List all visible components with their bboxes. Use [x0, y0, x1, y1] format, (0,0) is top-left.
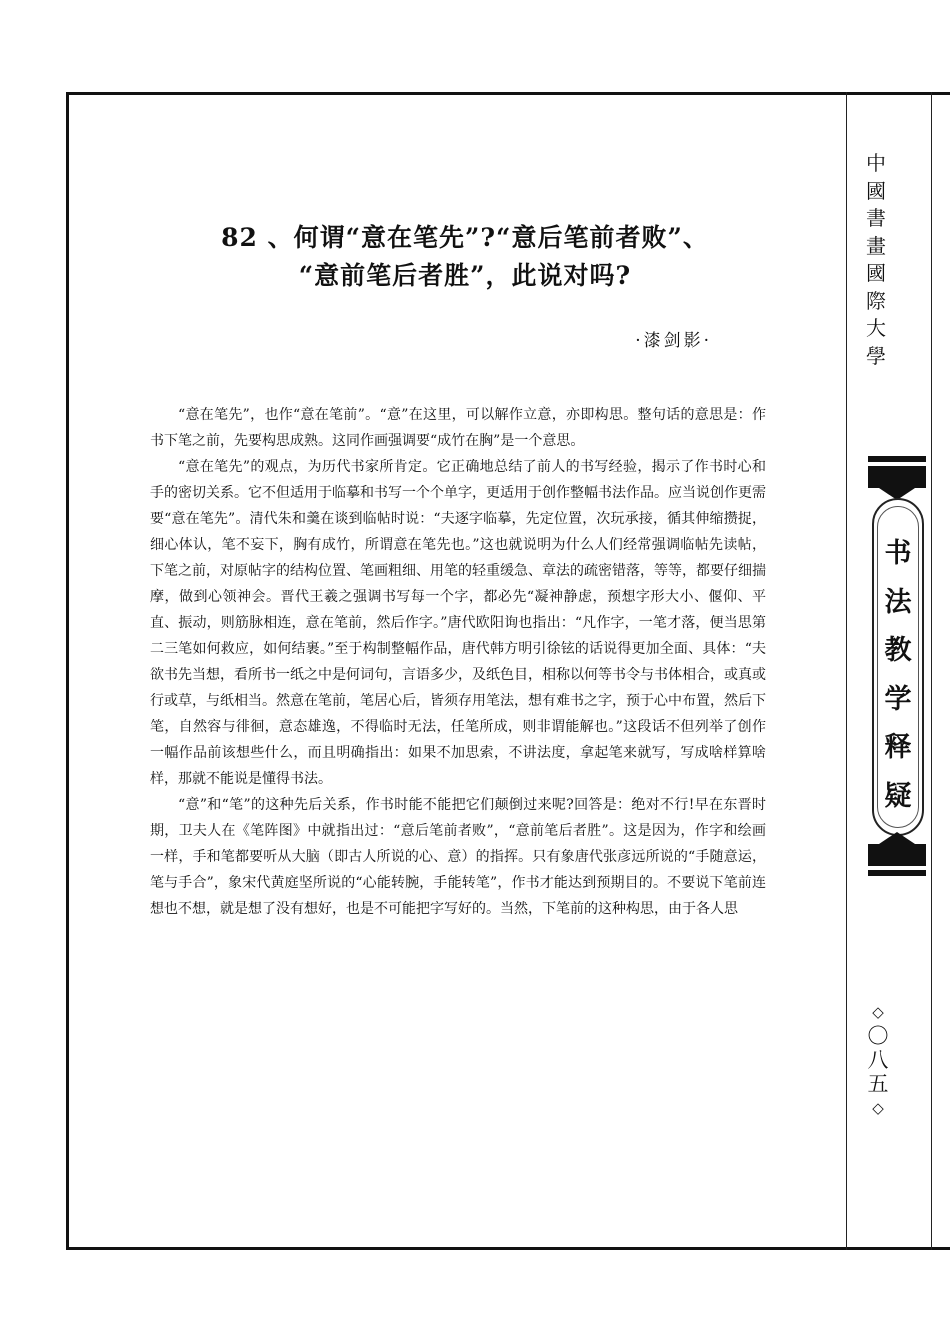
- series-title-vertical: [856, 150, 896, 370]
- chapter-char: 释: [884, 732, 912, 763]
- series-char: 大: [866, 316, 886, 340]
- article-title-line-1: 82 、何谓“意在笔先”?“意后笔前者败”、: [221, 223, 709, 252]
- margin-rule-inner: [846, 92, 847, 1250]
- series-char: 書: [866, 206, 886, 230]
- chapter-char: 教: [884, 635, 912, 666]
- page-number-vertical: [858, 1000, 898, 1120]
- series-char: 際: [866, 288, 886, 313]
- chapter-char: 法: [884, 586, 912, 618]
- ornament-bar-bottom-thin: [868, 870, 926, 876]
- page-digit: 〇: [867, 1024, 889, 1048]
- paragraph: “意在笔先”，也作“意在笔前”。“意”在这里，可以解作立意，亦即构思。整句话的意思是：作书下笔之前，先要构思成熟。这同作画强调要“成竹在胸”是一个意思。: [150, 407, 766, 449]
- chapter-char: 书: [884, 538, 912, 569]
- page-digit: 五: [867, 1072, 889, 1096]
- margin-rule-outer: [931, 92, 932, 1250]
- chapter-char: 疑: [884, 780, 912, 812]
- chapter-title-vertical: [872, 530, 924, 821]
- paragraph: “意在笔先”的观点，为历代书家所肯定。它正确地总结了前人的书写经验，揭示了作书时心和手的密切关系。它不但适用于临摹和书写一个个单字，更适用于创作整幅书法作品。应当说创作更需要“意在笔先”。清代朱和羹在谈到临帖时说：“夫逐字临摹，先定位置，次玩承接，循其伸缩攒捉，细心体认，笔不妄下，胸有成竹，所谓意在笔先也。”这也就说明为什么人们经常强调临帖先读帖，下笔之前，对原帖字的结构位置、笔画粗细、用笔的轻重缓急、章法的疏密错落，等等，都要仔细揣摩，做到心领神会。晋代王羲之强调书写每一个字，都必先“凝神静虑，预想字形大小、偃仰、平直、振动，则筋脉相连，意在笔前，然后作字。”唐代欧阳询也指出：“凡作字，一笔才落，便当思第二三笔如何救应，如何结裹。”至于构制整幅作品，唐代韩方明引徐铉的话说得更加全面、具体：“夫欲书先当想，看所书一纸之中是何词句，言语多少，及纸色目，相称以何等书令与书体相合，或真或行或草，与纸相当。然意在笔前，笔居心后，皆须存用笔法，想有难书之字，预于心中布置，然后下笔，自然容与徘徊，意态雄逸，不得临时无法，任笔所成，则非谓能解也。”这段话不但列举了创作一幅作品前该想些什么，而且明确指出：如果不加思索，不讲法度，拿起笔来就写，写成啥样算啥样，那就不能说是懂得书法。: [150, 459, 766, 787]
- article-body: [150, 402, 766, 922]
- chapter-char: 学: [884, 683, 912, 715]
- author-byline: ·漆剑影·: [635, 331, 712, 351]
- ornament-notch-bottom: [879, 832, 915, 844]
- page-digit: 八: [867, 1048, 889, 1072]
- ornament-bar-top-thick: [868, 466, 926, 488]
- series-char: 學: [866, 343, 886, 368]
- ornament-bar-bottom-thick: [868, 844, 926, 866]
- diamond-icon: ◇: [872, 1003, 884, 1021]
- paragraph: “意”和“笔”的这种先后关系，作书时能不能把它们颠倒过来呢?回答是：绝对不行!早在东晋时期，卫夫人在《笔阵图》中就指出过：“意后笔前者败”，“意前笔后者胜”。这是因为，作字和绘画一样，手和笔都要听从大脑（即古人所说的心、意）的指挥。只有象唐代张彦远所说的“手随意运，笔与手合”，象宋代黄庭坚所说的“心能转腕，手能转笔”，作书才能达到预期目的。不要说下笔前连想也不想，就是想了没有想好，也是不可能把字写好的。当然，下笔前的这种构思，由于各人思: [150, 797, 766, 917]
- article-title-line-2: “意前笔后者胜”，此说对吗?: [298, 261, 632, 290]
- series-char: 國: [866, 261, 886, 285]
- series-char: 國: [866, 178, 886, 203]
- diamond-icon: ◇: [872, 1099, 884, 1117]
- series-char: 畫: [866, 233, 886, 258]
- series-char: 中: [866, 151, 886, 175]
- ornament-bar-top-thin: [868, 456, 926, 462]
